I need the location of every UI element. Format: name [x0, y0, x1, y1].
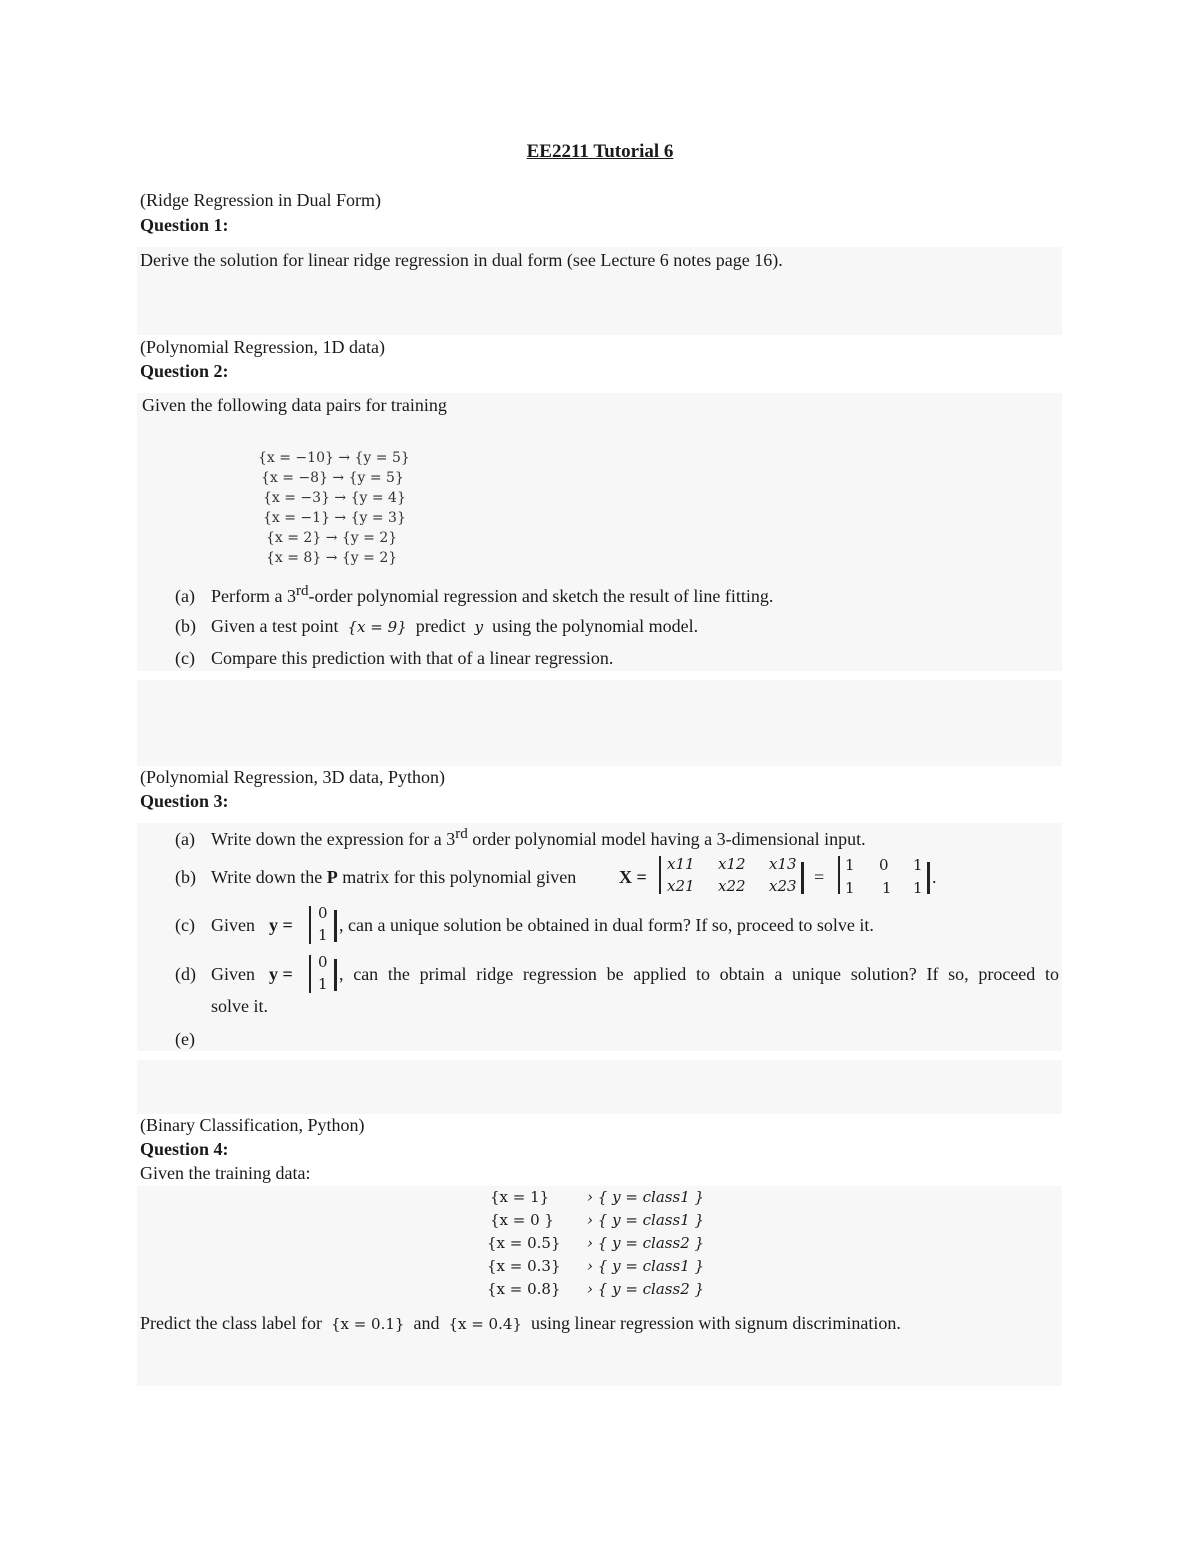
matrix-entry-x23: x23	[769, 877, 797, 895]
q2-pair: {x = 2} → {y = 2}	[266, 530, 398, 546]
q4-topic: (Binary Classification, Python)	[140, 1115, 365, 1135]
q4-data-x: {x = 0.3}	[487, 1257, 561, 1275]
vector-bracket-left	[309, 906, 311, 944]
q3-part-e-label: (e)	[175, 1029, 195, 1049]
q3-part-c-text: Given	[211, 915, 255, 935]
q4-task	[140, 1313, 901, 1334]
matrix-bracket-left	[659, 856, 661, 894]
q2-part-c-label: (c)	[175, 648, 195, 668]
q4-data-x: {x = 0.5}	[487, 1234, 561, 1252]
q4-heading: Question 4:	[140, 1139, 229, 1159]
q4-data-x: {x = 1}	[490, 1188, 550, 1206]
matrix-bracket-right	[927, 862, 930, 894]
equals-sign: =	[814, 867, 825, 887]
vector-y-symbol: y =	[269, 915, 293, 935]
matrix-value: 1	[882, 879, 892, 897]
vector-bracket-right	[334, 959, 337, 991]
q2-pair: {x = 8} → {y = 2}	[266, 550, 398, 566]
q4-test-point-1: {x = 0.1}	[330, 1315, 405, 1333]
matrix-value: 0	[879, 856, 889, 874]
q4-data-x: {x = 0.8}	[487, 1280, 561, 1298]
q3-part-d-continued: solve it.	[211, 996, 268, 1016]
q2-part-a-text-cont: -order polynomial regression and sketch the result of line fitting.	[308, 586, 774, 606]
matrix-value: 1	[913, 879, 923, 897]
q2-test-point-math: {x = 9}	[347, 618, 407, 636]
page-title: EE2211 Tutorial 6	[526, 141, 674, 162]
q2-pair: {x = −8} → {y = 5}	[261, 470, 404, 486]
q1-topic: (Ridge Regression in Dual Form)	[140, 190, 381, 210]
q4-data-y: › { y = class1 }	[587, 1211, 705, 1229]
q3-part-c	[175, 915, 255, 936]
matrix-entry-x12: x12	[718, 855, 746, 873]
vector-value: 1	[318, 926, 328, 944]
q2-topic: (Polynomial Regression, 1D data)	[140, 337, 385, 357]
q3-part-b-text-cont: matrix for this polynomial given	[337, 867, 577, 887]
matrix-entry-x13: x13	[769, 855, 797, 873]
q4-data-y: › { y = class2 }	[587, 1280, 705, 1298]
q2-part-a-label: (a)	[175, 586, 195, 606]
q4-task-text-cont: using linear regression with signum discrimination.	[530, 1313, 901, 1333]
vector-bracket-right	[334, 910, 337, 942]
q3-part-a-text-cont: order polynomial model having a 3-dimensional input.	[467, 829, 866, 849]
matrix-X-symbol: X =	[619, 867, 647, 887]
q2-part-c	[175, 648, 613, 669]
q3-part-d-text-cont: , can the primal ridge regression be applied to obtain a unique solution? If so, proceed to	[339, 964, 1059, 984]
matrix-value: 1	[845, 856, 855, 874]
q3-part-c-label: (c)	[175, 915, 195, 935]
q3-part-d	[175, 964, 255, 985]
q4-data-x: {x = 0 }	[490, 1211, 554, 1229]
matrix-bracket-left	[838, 856, 840, 894]
q3-topic: (Polynomial Regression, 3D data, Python)	[140, 767, 445, 787]
q3-part-b-text: Write down the	[211, 867, 327, 887]
q2-var-y: y	[474, 618, 484, 636]
matrix-entry-x11: x11	[667, 855, 695, 873]
q2-part-a-text: Perform a 3	[211, 586, 296, 606]
vector-bracket-left	[309, 955, 311, 993]
q3-heading: Question 3:	[140, 791, 229, 811]
vector-value: 0	[318, 904, 328, 922]
q4-data-y: › { y = class1 }	[587, 1257, 705, 1275]
q1-text: Derive the solution for linear ridge regression in dual form (see Lecture 6 notes page 16).	[140, 250, 783, 270]
q2-part-b	[175, 616, 698, 637]
q2-part-b-text-cont: using the polynomial model.	[492, 616, 699, 636]
q2-part-a	[175, 583, 773, 607]
q3-part-b-label: (b)	[175, 867, 196, 887]
q2-pair: {x = −3} → {y = 4}	[263, 490, 406, 506]
q4-test-point-2: {x = 0.4}	[448, 1315, 522, 1333]
vector-y-symbol: y =	[269, 964, 293, 984]
q3-part-a-label: (a)	[175, 829, 195, 849]
q3-part-a	[175, 826, 866, 850]
q2-pair: {x = −10} → {y = 5}	[258, 450, 410, 466]
q2-part-b-label: (b)	[175, 616, 196, 636]
vector-value: 0	[318, 953, 328, 971]
matrix-entry-x22: x22	[718, 877, 746, 895]
q3-part-d-text: Given	[211, 964, 255, 984]
q3-part-a-text: Write down the expression for a 3	[211, 829, 456, 849]
q4-data-y: › { y = class1 }	[587, 1188, 705, 1206]
q3-part-c-text-cont: , can a unique solution be obtained in dual form? If so, proceed to solve it.	[339, 915, 874, 935]
q3-part-b	[175, 867, 576, 888]
q4-intro: Given the training data:	[140, 1163, 311, 1183]
q2-heading: Question 2:	[140, 361, 229, 381]
matrix-value: 1	[845, 879, 855, 897]
matrix-value: 1	[913, 856, 923, 874]
q2-part-b-text: Given a test point	[211, 616, 339, 636]
q2-pair: {x = −1} → {y = 3}	[263, 510, 406, 526]
q2-intro: Given the following data pairs for training	[142, 395, 447, 415]
sentence-period: .	[932, 867, 937, 887]
q3-part-d-label: (d)	[175, 964, 196, 984]
vector-value: 1	[318, 975, 328, 993]
superscript-rd: rd	[455, 826, 468, 842]
q2-part-c-text: Compare this prediction with that of a linear regression.	[211, 648, 614, 668]
q3-shaded-region	[137, 823, 1062, 1051]
q4-task-and: and	[413, 1313, 440, 1333]
q4-data-y: › { y = class2 }	[587, 1234, 705, 1252]
q2-answer-region	[137, 680, 1062, 766]
q3-answer-region	[137, 1060, 1062, 1114]
q1-heading: Question 1:	[140, 215, 229, 235]
matrix-entry-x21: x21	[667, 877, 695, 895]
matrix-bracket-right	[801, 862, 804, 894]
q2-part-b-predict: predict	[415, 616, 466, 636]
matrix-P-symbol: P	[326, 867, 338, 887]
q4-task-text: Predict the class label for	[140, 1313, 322, 1333]
superscript-rd: rd	[295, 583, 309, 599]
